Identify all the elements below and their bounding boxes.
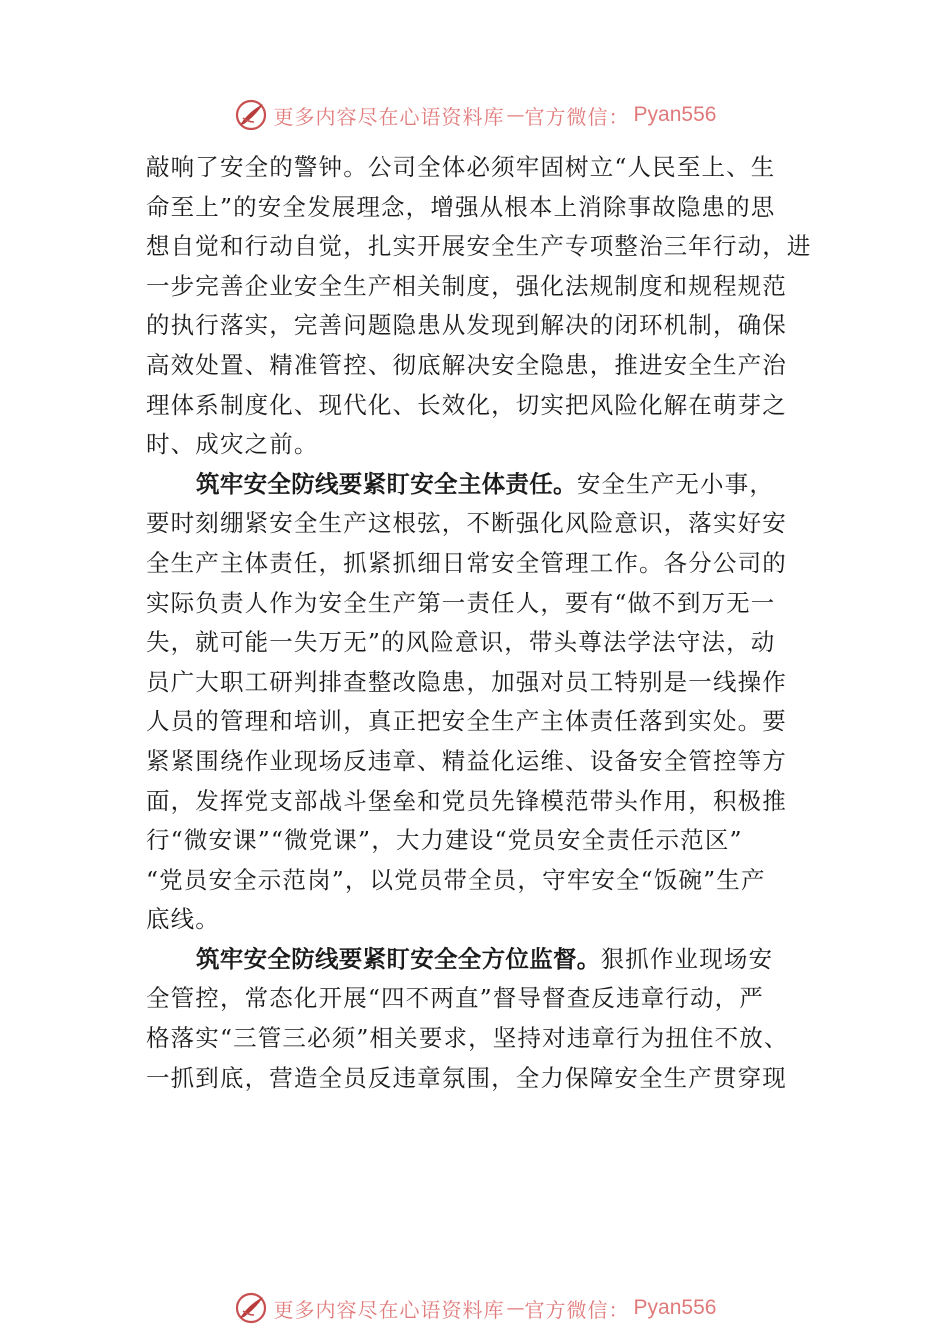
text-line: 全管控，常态化开展“四不两直”督导督查反违章行动，严 [146,984,764,1013]
text-line: 格落实“三管三必须”相关要求，坚持对违章行为扭住不放、 [146,1024,789,1053]
brush-logo-icon [234,1291,268,1325]
text-line: 想自觉和行动自觉，扎实开展安全生产专项整治三年行动，进 [146,232,812,261]
watermark-wechat-id: Pyan556 [633,103,717,126]
text-line: 要时刻绷紧安全生产这根弦，不断强化风险意识，落实好安 [146,509,787,538]
text-line: 一抓到底，营造全员反违章氛围，全力保障安全生产贯穿现 [146,1063,787,1092]
watermark-separator: — [506,1297,525,1319]
paragraph-first-line [146,940,811,980]
footer-watermark [0,1288,950,1328]
header-watermark [0,95,950,135]
text-line: “党员安全示范岗”，以党员带全员，守牢安全“饭碗”生产 [146,865,766,894]
text-line: 员广大职工研判排查整改隐患，加强对员工特别是一线操作 [146,667,787,696]
text-line: 一步完善企业安全生产相关制度，强化法规制度和规程规范 [146,271,787,300]
text-line: 全生产主体责任，抓紧抓细日常安全管理工作。各分公司的 [146,548,787,577]
text-line: 紧紧围绕作业现场反违章、精益化运维、设备安全管控等方 [146,746,787,775]
text-line: 面，发挥党支部战斗堡垒和党员先锋模范带头作用，积极推 [146,786,787,815]
text-line: 人员的管理和培训，真正把安全生产主体责任落到实处。要 [146,707,787,736]
section-heading-responsibility: 筑牢安全防线要紧盯安全主体责任。 [196,469,577,498]
paragraph-1 [146,148,811,465]
brush-logo-icon [234,98,268,132]
watermark-brand: 更多内容尽在心语资料库 [273,104,505,129]
text-run: 狠抓作业现场安 [600,944,774,973]
text-line: 高效处置、精准管控、彻底解决安全隐患，推进安全生产治 [146,350,787,379]
watermark-brand: 更多内容尽在心语资料库 [273,1297,505,1322]
watermark-label: 官方微信： [524,1297,630,1322]
text-line: 实际负责人作为安全生产第一责任人，要有“做不到万无一 [146,588,776,617]
watermark-label: 官方微信： [524,104,630,129]
watermark-wechat-id: Pyan556 [633,1296,717,1319]
document-body [146,148,811,1098]
text-line: 的执行落实，完善问题隐患从发现到解决的闭环机制，确保 [146,311,787,340]
watermark-separator: — [506,104,525,126]
text-line: 命至上”的安全发展理念，增强从根本上消除事故隐患的思 [146,192,776,221]
text-run: 安全生产无小事， [576,469,775,498]
text-line: 时、成灾之前。 [146,430,319,459]
paragraph-3 [146,940,811,1098]
section-heading-supervision: 筑牢安全防线要紧盯安全全方位监督。 [196,944,601,973]
text-line: 失，就可能一失万无”的风险意识，带头尊法学法守法，动 [146,628,776,657]
text-line: 理体系制度化、现代化、长效化，切实把风险化解在萌芽之 [146,390,787,419]
paragraph-first-line [146,465,811,505]
text-line: 底线。 [146,905,220,934]
text-line: 行“微安课”“微党课”，大力建设“党员安全责任示范区” [146,826,743,855]
paragraph-2 [146,465,811,940]
text-line: 敲响了安全的警钟。公司全体必须牢固树立“人民至上、生 [146,153,776,181]
